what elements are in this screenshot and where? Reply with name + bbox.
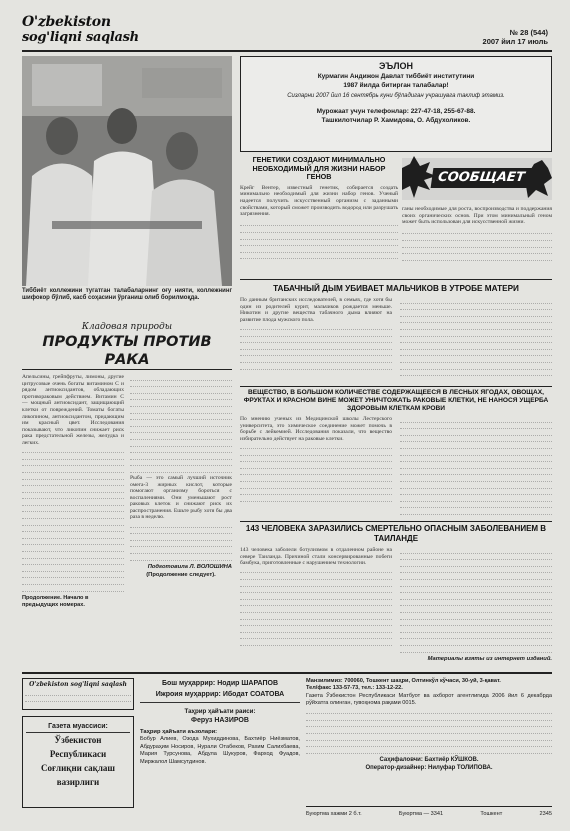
sidebar-badge-text-wrap [402,206,552,276]
masthead-logo-line2: sog'liqni saqlash [22,30,139,45]
article-genetics [240,156,398,276]
staff-block [140,678,300,808]
article-products-title: ПРОДУКТЫ ПРОТИВ РАКА [22,333,232,370]
masthead [22,14,552,50]
rule-substances [240,386,552,387]
article-products-text-left: Апельсины, грейпфруты, лимоны, другие цитрусовые очень богаты витамином С и рядом антиоксидантов, обладающих противораковым действием. Витамин С — мощный антиоксидант, защищающий клетки от повреждений. Томаты богаты ликопином, антиоксидантом, придающим им красный цвет. Исследования показывают, что ликопин снижает риск рака предстательной железы, желудка и легких. [22,374,124,446]
sidebar-badge-text: ганы необходимые для роста, воспроизводства и поддержания своих органических основ. При этом минимальный геном может быть использован для искусственной жизни. [402,206,552,226]
article-thailand-text: 143 человека заболели ботулизмом в отдаленном районе на севере Таиланда. Причиной стали консервированные побеги бамбука, приготовленные с нарушением технологии. [240,547,392,567]
article-products-filler-right-bottom [130,521,232,561]
announcement-line-1: Курмагин Андижон Давлат тиббиёт институтини [317,73,475,80]
issue-info [483,28,548,46]
article-tobacco-title: ТАБАЧНЫЙ ДЫМ УБИВАЕТ МАЛЬЧИКОВ В УТРОБЕ МАТЕРИ [273,284,519,293]
article-substances-filler-left [240,442,392,501]
contact-print: Газета Ўзбекистон Республикаси Матбуот ва ахборот агентлигида 2006 йил 6 декабрда рўйхатга олинган, гувоҳнома рақами 0015. [306,692,552,707]
announcement-line-5: Ташкилотчилар Р. Хамидова, О. Абдухоликов. [321,116,471,124]
article-substances-filler-right [400,416,552,522]
website-box [22,678,134,710]
founder-line-3: Республикаси [49,749,107,759]
sidebar-badge-filler [402,228,552,261]
sidebar-badge [402,156,552,202]
article-thailand-title: 143 ЧЕЛОВЕКА ЗАРАЗИЛИСЬ СМЕРТЕЛЬНО ОПАСНЫМ ЗАБОЛЕВАНИЕМ В ТАИЛАНДЕ [245,524,547,543]
photo [22,56,232,286]
article-thailand [240,524,552,670]
members-label: Таҳрир ҳайъати аъзолари: [140,729,218,735]
article-substances-title: ВЕЩЕСТВО, В БОЛЬШОМ КОЛИЧЕСТВЕ СОДЕРЖАЩЕЕСЯ В ЛЕСНЫХ ЯГОДАХ, ОВОЩАХ, ФРУКТАХ И КРАСНОМ ВИНЕ МОЖЕТ УНИЧТОЖАТЬ РАКОВЫЕ КЛЕТКИ, НЕ НАНОСЯ УЩЕРБА ЗДОРОВЫМ КЛЕТКАМ КРОВИ [243,389,549,412]
announcement-line-3: Сизларни 2007 йил 16 сентябрь куни бўладиган учрашувга таклиф этамиз. [287,93,505,99]
photo-caption-text: Тиббиёт коллежини тугатган талабаларнинг оғу нияти, коллежнинг шифокор бўлиб, касб соҳасини ўрганиш олиб борилмоқда. [22,288,232,302]
article-tobacco-filler-right [400,297,552,376]
article-substances-text: По мнению ученых из Медицинской школы Лестерского университета, это химическое соединение может помочь в борьбе с лейкемией. Исследования показали, что вещество избирательно действует на раковые клетки. [240,416,392,442]
founder-line-5: вазирлиги [56,777,100,787]
badge-label: СООБЩАЕТ [431,168,532,188]
photo-caption [22,288,232,314]
footer-strip [306,809,552,821]
article-products-kicker: Кладовая природы [81,322,173,332]
website-filler [25,689,131,702]
contact-editor: Саҳифаловчи: Бахтиёр КЎШКОВ. [379,756,479,763]
masthead-logo [22,14,152,48]
article-products-signature: Подготовила Л. ВОЛОШИНА [147,563,232,570]
contact-phones: Тел/факс 133-57-73, тел.: 133-12-22. [306,685,403,692]
footer-left: Буюртма хажми 2 б.т. [306,811,362,817]
announcement-title: ЭЪЛОН [378,61,414,71]
announcement-line-4: Мурожаат учун телефонлар: 227-47-18, 255-67-88. [316,107,476,115]
article-tobacco [240,283,552,383]
board-chair: Феруз НАЗИРОВ [191,717,249,724]
website-title: O'zbekiston sog'liqni saqlash [29,681,127,688]
article-products-continued: Продолжение. Начало в предыдущих номерах. [22,594,89,608]
issue-date: 2007 йил 17 июль [482,37,548,46]
members-list: Бобур Алиев, Озода Мухиддинова, Бахтиёр Ниёзматов, Абдураҳим Носиров, Нурали Отабеков, Рахим Салихбаева, Мария Турсунова, Абдула Шукуров, Фарход Фуадов, Миржалол Шамсутдинов. [140,736,300,765]
contact-address: Манзилимиз: 700060, Тошкент шаҳри, Олтинкўл кўчаси, 30-уй, 3-қават. [306,678,501,684]
article-genetics-filler [240,220,398,260]
bottom-rule [22,672,552,674]
announcement-line-2: 1987 йилда битирган талабалар! [343,82,449,89]
article-thailand-filler-right [400,547,552,653]
article-genetics-title: ГЕНЕТИКИ СОЗДАЮТ МИНИМАЛЬНО НЕОБХОДИМЫЙ ДЛЯ ЖИЗНИ НАБОР ГЕНОВ [252,155,386,182]
contact-operator: Оператор-дизайнер: Нилуфар ТОЛИПОВА. [365,764,493,771]
article-tobacco-filler-left [240,323,392,369]
issue-number: № 28 (544) [509,28,548,37]
article-tobacco-text: По данным британских исследователей, в семьях, где хотя бы один из родителей курит, мальчиков рождается меньше. Никотин и другие вещества табачного дыма влияют на развитие плода мужского пола. [240,297,392,323]
photo-image [22,56,232,286]
founder-line-2: Ўзбекистон [54,735,102,745]
article-thailand-filler-left [240,567,392,646]
founder-line-1: Газета муассиси: [26,721,130,733]
founder-box [22,716,134,808]
announcement-box [240,56,552,152]
masthead-rule [22,50,552,52]
masthead-logo-line1: O'zbekiston [22,14,111,30]
footer-rule [306,806,552,807]
article-products-footer-note: (Продолжение следует). [146,571,216,578]
contact-block [306,678,552,808]
article-products-filler-right-top [130,374,232,473]
article-products-filler-left [22,447,124,592]
founder-line-4: Соғлиқни сақлаш [40,763,116,773]
article-genetics-text: Крейг Вентер, известный генетик, собирается создать минимально необходимый для жизни набор генов. Ученый надеется получить искусственный организм с заданными свойствами, который сможет производить водород или разрушать загрязнения. [240,184,398,218]
footer-mid: Буюртма — 3341 [398,811,444,817]
board-title: Таҳрир ҳайъати раиси: [184,708,256,715]
footer-num: 2345 [539,811,552,817]
rule-thailand [240,521,552,522]
contact-filler [306,708,552,754]
chief-editor: Бош муҳаррир: Нодир ШАРАПОВ [161,680,279,687]
deputy-editor: Ижроия муҳаррир: Ибодат СОАТОВА [140,689,300,703]
article-products [22,322,232,667]
article-products-text-right: Рыба — это самый лучший источник омега-3 жирных кислот, которые помогают организму бороться с воспалениями. Они уменьшают рост раковых клеток и снижают риск их распространения. Ешьте рыбу хотя бы два раза в неделю. [130,474,232,521]
article-substances [240,389,552,519]
footer-right: Тошкент [480,811,503,817]
article-thailand-source: Материалы взяты из интернет изданий. [427,655,552,662]
rule-tobacco [240,279,552,280]
